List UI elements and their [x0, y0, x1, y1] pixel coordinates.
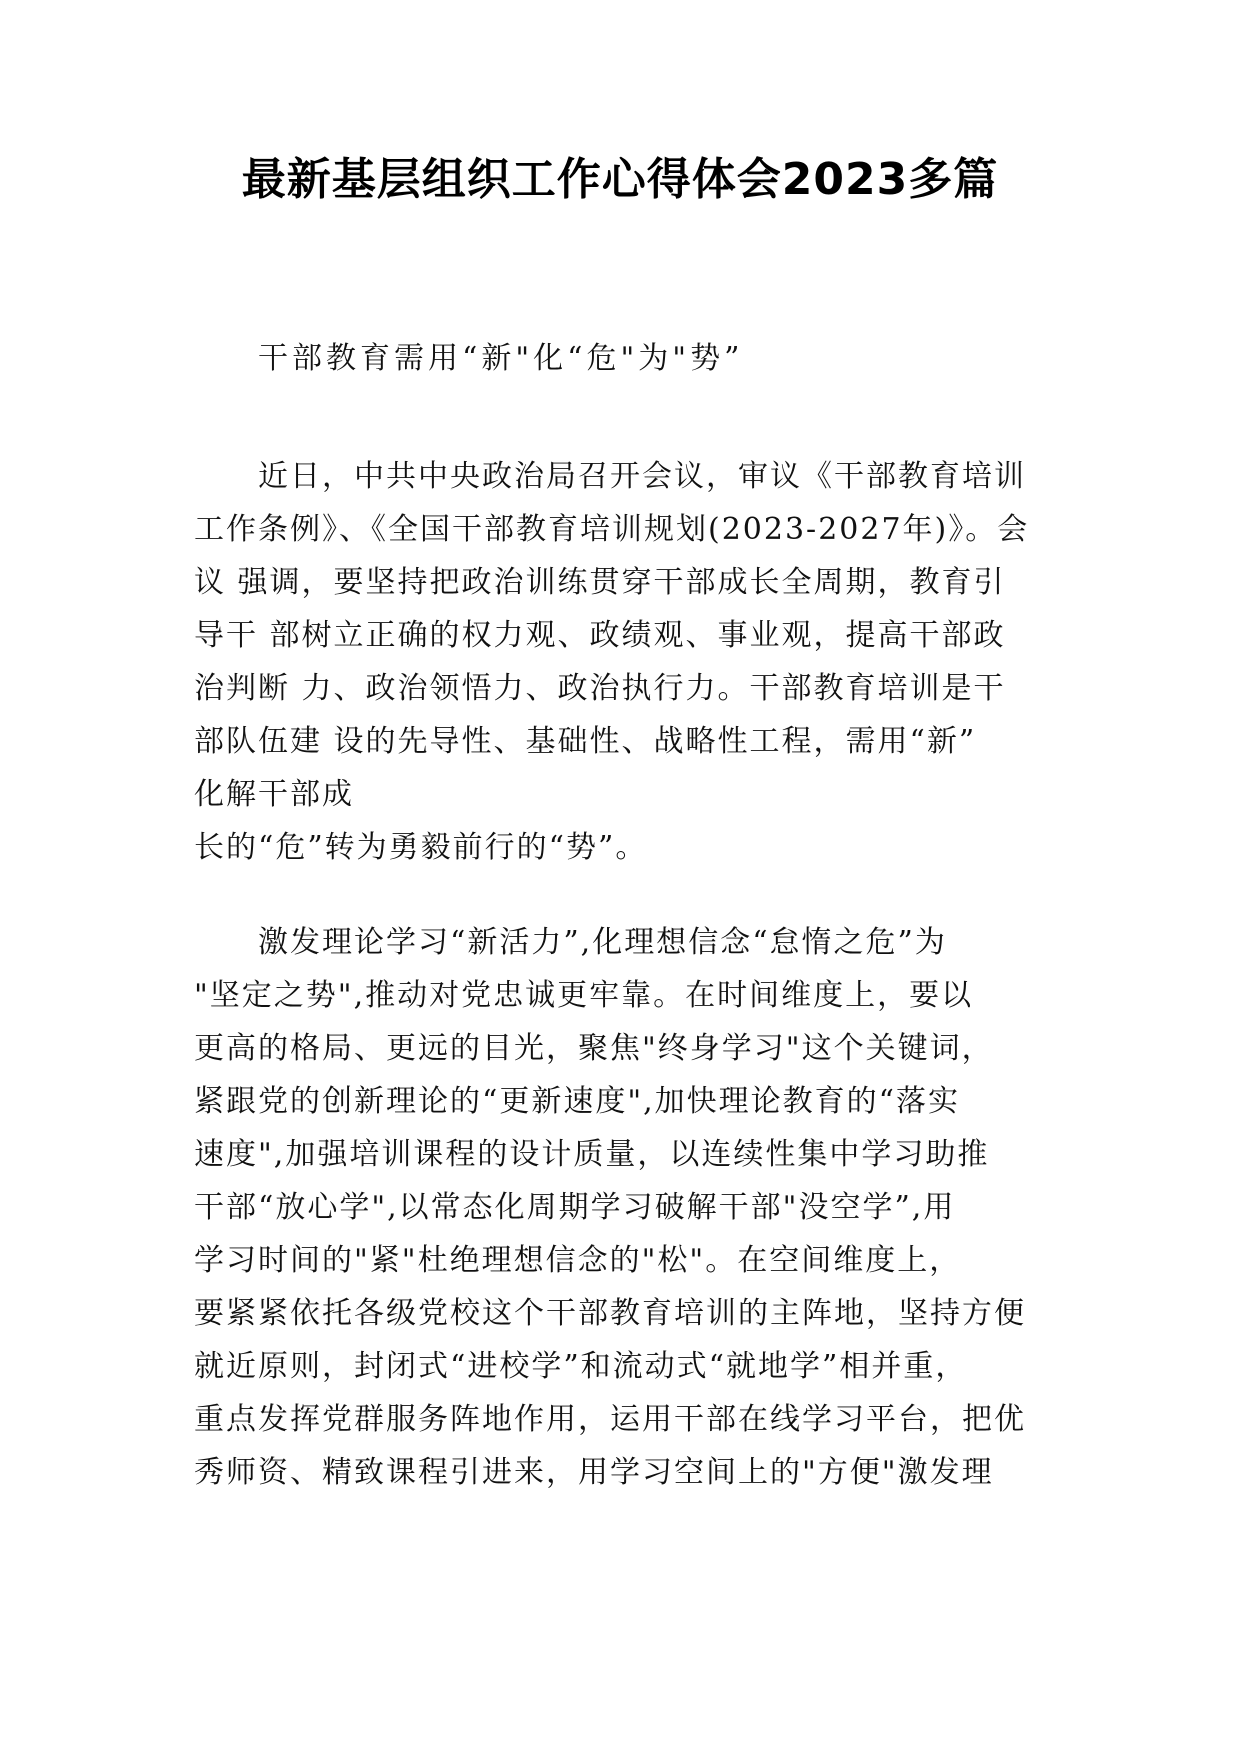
paragraph-line: 紧跟党的创新理论的“更新速度",加快理论教育的“落实 [194, 1084, 961, 1119]
paragraph-line: 部队伍建 设的先导性、基础性、战略性工程，需用“新” [194, 724, 977, 759]
paragraph-line: 速度",加强培训课程的设计质量，以连续性集中学习助推 [194, 1137, 990, 1172]
paragraph-theory-study [194, 916, 1054, 1499]
document-title: 最新基层组织工作心得体会2023多篇 [241, 154, 999, 205]
paragraph-line: 学习时间的"紧"杜绝理想信念的"松"。在空间维度上， [194, 1243, 962, 1278]
paragraph-line: 导干 部树立正确的权力观、政绩观、事业观，提高干部政 [194, 618, 1006, 653]
paragraph-line: 议 强调，要坚持把政治训练贯穿干部成长全周期，教育引 [194, 565, 1006, 600]
paragraph-line: "坚定之势",推动对党忠诚更牢靠。在时间维度上，要以 [194, 978, 974, 1013]
paragraph-line: 更高的格局、更远的目光，聚焦"终身学习"这个关键词， [194, 1031, 994, 1066]
paragraph-line: 干部“放心学",以常态化周期学习破解干部"没空学”,用 [194, 1190, 956, 1225]
paragraph-line: 治判断 力、政治领悟力、政治执行力。干部教育培训是干 [194, 671, 1006, 706]
paragraph-line: 长的“危”转为勇毅前行的“势”。 [194, 830, 648, 865]
paragraph-line: 工作条例》、《全国干部教育培训规划(2023-2027年)》。会 [194, 512, 1030, 547]
paragraph-line: 重点发挥党群服务阵地作用，运用干部在线学习平台，把优 [194, 1402, 1026, 1437]
paragraph-line: 就近原则，封闭式“进校学”和流动式“就地学”相并重， [194, 1349, 968, 1384]
paragraph-line: 近日，中共中央政治局召开会议，审议《干部教育培训 [258, 459, 1026, 494]
paragraph-line: 激发理论学习“新活力”,化理想信念“怠惰之危”为 [258, 925, 947, 960]
paragraph-line: 要紧紧依托各级党校这个干部教育培训的主阵地，坚持方便 [194, 1296, 1026, 1331]
paragraph-line: 化解干部成 [194, 777, 354, 812]
paragraph-line: 秀师资、精致课程引进来，用学习空间上的"方便"激发理 [194, 1455, 994, 1490]
paragraph-intro [194, 450, 1054, 874]
section-heading: 干部教育需用“新"化“危"为"势” [258, 341, 744, 376]
